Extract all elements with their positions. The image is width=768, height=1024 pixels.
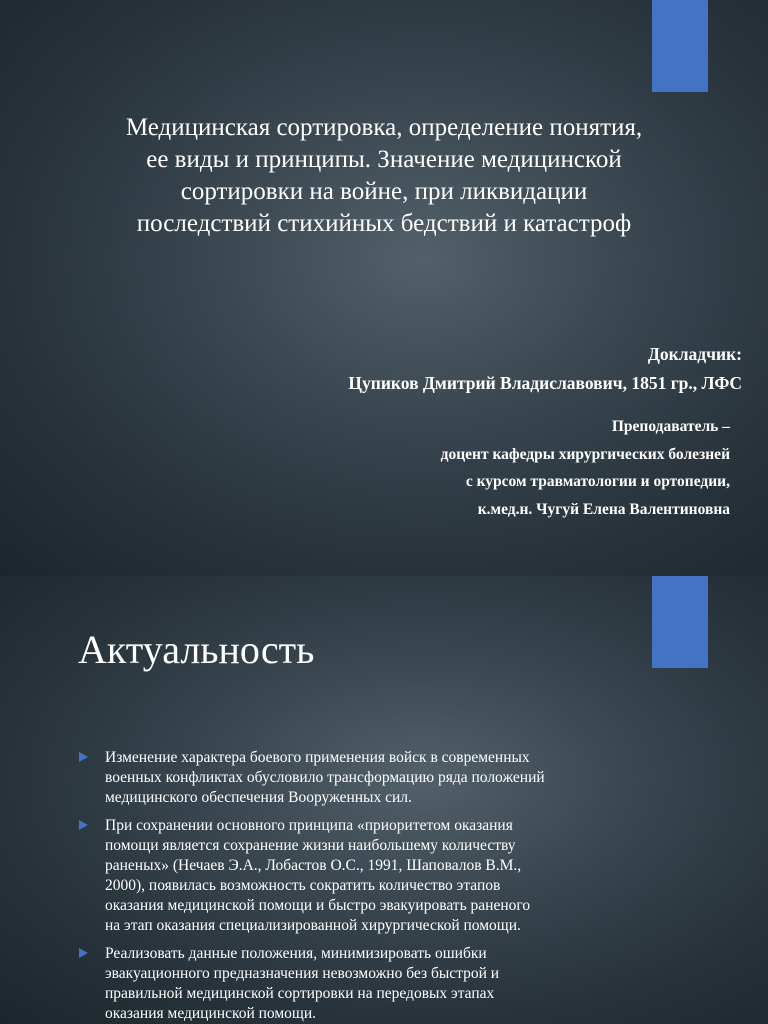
list-item [76, 816, 646, 936]
triangle-bullet-icon [79, 948, 88, 958]
title-line: ее виды и принципы. Значение медицинской [146, 146, 622, 173]
title-line: сортировки на войне, при ликвидации [180, 178, 588, 205]
bullet-line: Реализовать данные положения, минимизировать ошибки [105, 945, 487, 962]
speaker-block [348, 340, 742, 398]
speaker-name: Цупиков Дмитрий Владиславович, 1851 гр., ЛФС [348, 373, 742, 393]
teacher-block [441, 413, 730, 523]
teacher-line: Преподаватель – [611, 418, 730, 435]
bullet-line: медицинского обеспечения Вооруженных сил. [105, 789, 412, 806]
bullet-line: раненых» (Нечаев Э.А., Лобастов О.С., 1991, Шаповалов В.М., [105, 857, 522, 874]
list-item [76, 944, 646, 1024]
teacher-line: доцент кафедры хирургических болезней [440, 445, 730, 463]
title-line: Медицинская сортировка, определение понятия, [125, 114, 643, 141]
bullet-line: Изменение характера боевого применения войск в современных [105, 749, 530, 766]
triangle-bullet-icon [79, 820, 88, 830]
bullet-line: на этап оказания специализированной хирургической помощи. [105, 917, 521, 934]
bullet-line: 2000), появилась возможность сократить количество этапов [105, 877, 501, 894]
list-item [76, 748, 646, 808]
bullet-line: эвакуационного предназначения невозможно без быстрой и [105, 965, 500, 982]
bullet-line: правильной медицинской сортировки на передовых этапах [105, 985, 495, 1002]
bullet-line: оказания медицинской помощи и быстро эвакуировать раненого [105, 897, 531, 914]
bullet-list [76, 748, 646, 1024]
bullet-line: помощи является сохранение жизни наибольшему количеству [105, 837, 516, 854]
speaker-label: Докладчик: [647, 344, 742, 364]
triangle-bullet-icon [79, 752, 88, 762]
teacher-line: к.мед.н. Чугуй Елена Валентиновна [477, 500, 730, 518]
teacher-line: с курсом травматологии и ортопедии, [465, 473, 730, 490]
accent-bar [652, 0, 708, 92]
accent-bar [652, 576, 708, 668]
bullet-line: При сохранении основного принципа «приоритетом оказания [105, 817, 513, 834]
slide-title [80, 112, 688, 240]
title-line: последствий стихийных бедствий и катастроф [136, 210, 632, 237]
bullet-line: военных конфликтах обусловило трансформацию ряда положений [105, 769, 545, 786]
slide-title: Актуальность [78, 627, 315, 672]
bullet-line: оказания медицинской помощи. [105, 1005, 317, 1022]
content-slide [0, 576, 768, 1024]
